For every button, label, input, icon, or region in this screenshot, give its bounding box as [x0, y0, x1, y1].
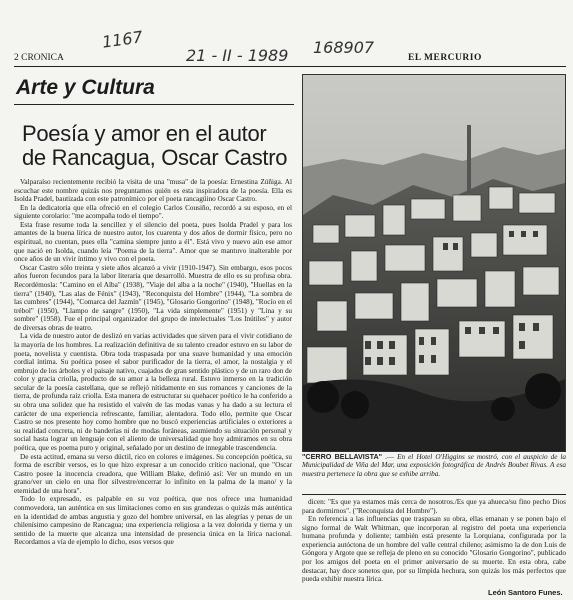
newspaper-name: EL MERCURIO [408, 53, 482, 63]
article-continuation [302, 498, 566, 588]
body-paragraph: Todo lo expresado, es palpable en su voz poética, que nos ofrece una humanidad conmovedora, tan auténtica en sus limitaciones como en sus grandezas o quizás más auténtica en la identidad de ambas angustia y gozo del hombre universal, en las alegrías y penas de un chilenísimo campesino de Rancagua; una experiencia religiosa a la vez dolorida y tierna y un sentido de la muerte que alcanza una intensidad de presencia única en la lírica nacional. Recordamos a vía de ejemplo lo dicho, esos versos que [14, 495, 292, 547]
header-rule [14, 66, 566, 67]
continuation-paragraph: dicen: "Es que ya estamos más cerca de nosotros./Es que ya ahueca/su fino pecho Dios para dormirnos". ("Reconquista del Hombre"). [302, 498, 566, 515]
caption-dash: .— [385, 453, 398, 461]
caption-title: "CERRO BELLAVISTA" [302, 452, 383, 461]
body-paragraph: En la dedicatoria que ella ofreció en el colegio Carlos Cousiño, recordó a su esposo, en el siguiente corolario: "me acompaña todo el tiempo". [14, 203, 292, 221]
archive-annotation-3: 168907 [313, 38, 375, 57]
article-body [14, 178, 292, 600]
body-paragraph: La vida de nuestro autor de deslizó en varias actividades que sirven para el vivir cotidiano de la mayoría de los hombres. La realización definitiva de su talento creador estuvo en su labor de poeta, novelista y cuentista. Obra toda traspasada por una suave humanidad y una emoción cordial íntima. Su poética posee el sabor purificador de la tierra, el amor, la nostalgia y el embrujo de los árboles y el paisaje nativo, cuajados de gran sentido plástico y de un raro don de color y gracia criolla, producto de su amor a la belleza rural. Estuvo inmerso en la tradición secular de la poesía castellana, que se reflejó nítidamente en sus romances y canciones de la tierra, de profunda raíz criolla. Esta manera de estructurar su quehacer poético le ha conferido a su obra una solidez que ha resistido el vaivén de las modas vanas y ha dado a su lectura el carácter de una experiencia refrescante, familiar, alentadora. Todo ello, permite que Oscar Castro se nos presente hoy como hombre que no buscó experiencias artificiales o exteriores a su realidad concreta, ni de banderías ni de modas foráneas, asumiendo su situación personal y social hasta lograr un lenguaje con el aliento de universalidad que hoy admiramos en su obra poética, que es poema puro y original, señalado por un destino de innegable trascendencia. [14, 332, 292, 452]
continuation-paragraph: En referencia a las influencias que traspasan su obra, ellas emanan y se ponen bajo el signo formal de Walt Whitman, que incorporan al registro del poeta una experiencia humana profunda y doliente; también está presente la Lorquiana, configurada por la experiencia autóctona de un hombre del valle central chileno; asimismo la de don Luis de Góngora y Argote que se refleja de pleno en su conocido "Glosario Gongorino", publicado por los amigos del poeta en el primer aniversario de su muerte. En esta obra, cabe destacar, hay doce sonetos que, por su límpida hechura, son quizás los más perfectos que pueda exhibir nuestra lírica. [302, 515, 566, 584]
archive-annotation-2: 21 - II - 1989 [186, 46, 289, 65]
body-paragraph: De esta actitud, emana su verso dúctil, rico en colores e imágenes. Su concepción poética, su forma de escribir versos, es lo que hizo expresar a un conocido crítico nacional, que "Oscar Castro posee la inocencia creadora, que William Blake, definió así: Ver un mundo en un grano/ver un cielo en una flor silvestre/encerrar lo infinito en la palma de la mano/ y la eternidad de una hora". [14, 452, 292, 495]
section-title: Arte y Cultura [16, 76, 155, 99]
body-paragraph: Valparaíso recientemente recibió la visita de una "musa" de la poesía: Ernestina Zúñiga. Al escuchar este nombre quizás nos preguntamos quién es esta inspiradora de la poesía. Ella es Isolda Pradel, bautizada con este patronímico por el poeta rancagüino Oscar Castro. [14, 178, 292, 204]
archive-annotation-1: 1167 [100, 27, 144, 52]
photo-illustration [303, 75, 565, 451]
body-paragraph: Oscar Castro sólo treinta y siete años alcanzó a vivir (1910-1947). Sin embargo, esos pocos años fueron fecundos para la labor literaria que desarrolló. Muestra de ello es su profusa obra. Recordémosla: "Camino en el Alba" (1938), "Viaje del alba a la noche" (1940), "Huellas en la tierra" (1940), "Las alas de Fénix" (1943), "Reconquista del Hombre" (1944), "La sombra de las cumbres" (1944), "Comarca del Jazmín" (1945), "Glosario Gongorino" (1948), "Rocío en el trébol" (1950), "Llampo de sangre" (1950), "La vida simplemente" (1951) y "Lina y su sombre" (1958). Fue el principal organizador del grupo de intelectuales "Los Inútiles" y autor de diversas obras de teatro. [14, 263, 292, 332]
headline-line-1: Poesía y amor en el autor [22, 121, 267, 146]
hillside-city-photo [302, 74, 566, 452]
headline-line-2: de Rancagua, Oscar Castro [22, 145, 288, 170]
page-section-label: 2 CRONICA [14, 53, 64, 63]
author-signature: León Santoro Funes. [488, 588, 563, 597]
section-rule [14, 104, 294, 105]
article-headline [22, 122, 302, 170]
photo-caption [302, 453, 566, 478]
caption-text: En el Hotel O'Higgins se mostró, con el auspicio de la Municipalidad de Viña del Mar, una exposición fotográfica de Andrés Boubet Rivas. A esa muestra pertenece la obra que se exhibe arriba. [302, 453, 567, 478]
body-paragraph: Esta frase resume toda la sencillez y el silencio del poeta, pues Isolda Pradel y para los amantes de la buena lírica de nuestro autor, los cuarenta y dos años de dormir físico, pero no espiritual, no cuentan, pues ella "camina siempre junto a él". Está vivo y nuevo aún ese amor que nació en Isolda, cuando leía "Poema de la tierra". Amor que se mantuvo inalterable por once años de un vivir íntimo y vivo con el poeta. [14, 220, 292, 264]
caption-rule [302, 494, 566, 495]
